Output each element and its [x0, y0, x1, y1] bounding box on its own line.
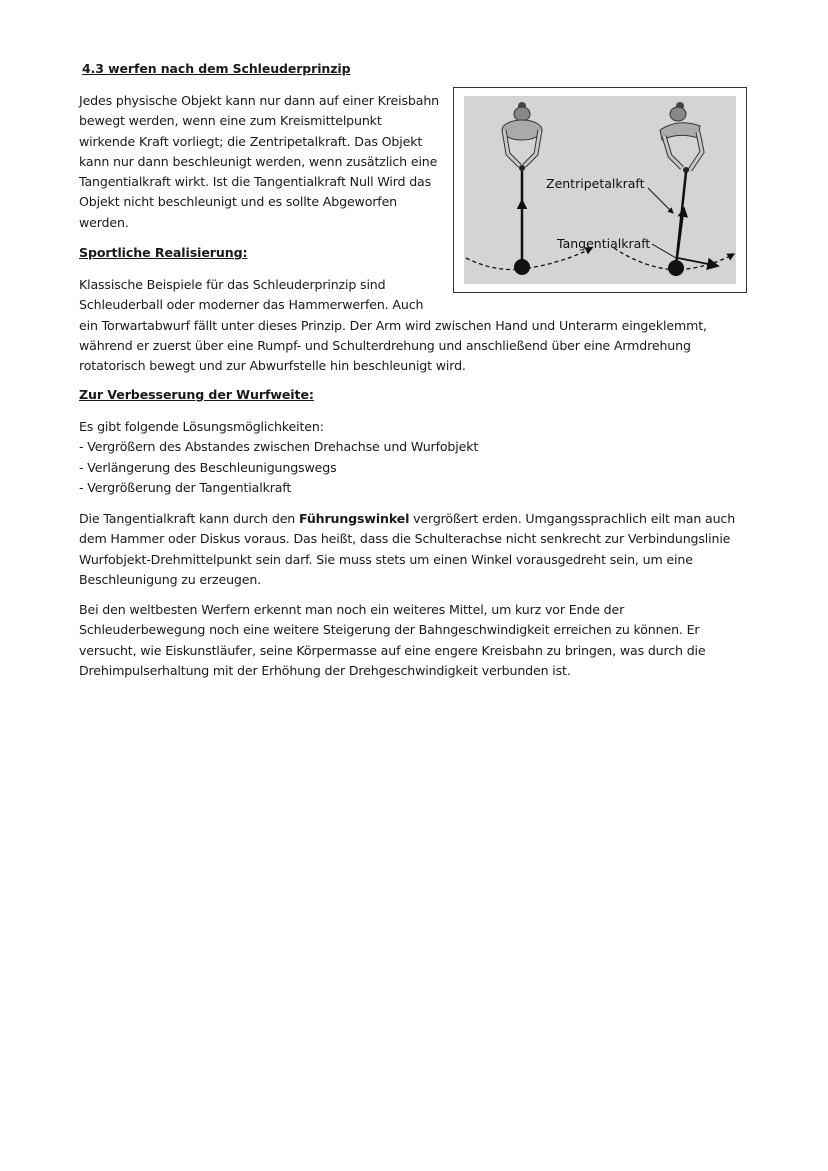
intro-line: bewegt werden, wenn eine zum Kreismittelpunkt — [79, 113, 382, 129]
leading-angle-text: vergrößert erden. Umgangssprachlich eilt man auch — [409, 511, 736, 526]
realisation-line: ein Torwartabwurf fällt unter dieses Prinzip. Der Arm wird zwischen Hand und Unterarm eingeklemmt, — [79, 317, 707, 333]
intro-line: Jedes physische Objekt kann nur dann auf einer Kreisbahn — [79, 93, 439, 108]
list-item: - Vergrößerung der Tangentialkraft — [79, 479, 292, 495]
intro-line: werden. — [79, 214, 129, 230]
list-item: - Verlängerung des Beschleunigungswegs — [79, 459, 337, 475]
improvement-heading: Zur Verbesserung der Wurfweite: — [79, 387, 314, 402]
leading-angle-line: Beschleunigung zu erzeugen. — [79, 571, 262, 587]
best-throwers-line: Schleuderbewegung noch eine weitere Steigerung der Bahngeschwindigkeit erreichen zu können. Er — [79, 622, 700, 638]
hammer-throw-figure — [453, 87, 747, 293]
realisation-line: während er zuerst über eine Rumpf- und Schulterdrehung und anschließend über eine Armdrehung — [79, 337, 691, 353]
intro-line: Objekt nicht beschleunigt und es sollte Abgeworfen — [79, 194, 397, 210]
improvement-intro: Es gibt folgende Lösungsmöglichkeiten: — [79, 419, 324, 434]
leading-angle-text: Die Tangentialkraft kann durch den — [79, 511, 299, 526]
leading-angle-line: dem Hammer oder Diskus voraus. Das heißt, dass die Schulterachse nicht senkrecht zur Verbindungslinie — [79, 531, 731, 547]
leading-angle-term: Führungswinkel — [299, 511, 410, 526]
list-item: - Vergrößern des Abstandes zwischen Drehachse und Wurfobjekt — [79, 439, 479, 455]
hammer-ball-left — [514, 259, 530, 275]
improvement-list — [79, 417, 478, 498]
realisation-line: rotatorisch bewegt und zur Abwurfstelle hin beschleunigt wird. — [79, 358, 466, 374]
intro-line: kann nur dann beschleunigt werden, wenn zusätzlich eine — [79, 153, 438, 169]
realisation-paragraph — [79, 275, 707, 376]
intro-line: wirkende Kraft vorliegt; die Zentripetalkraft. Das Objekt — [79, 133, 423, 149]
hammer-ball-right — [668, 260, 684, 276]
leading-angle-line: Wurfobjekt-Drehmittelpunkt sein darf. Sie muss stets um einen Winkel vorausgedreht sein, um eine — [79, 551, 693, 567]
best-throwers-paragraph — [79, 600, 706, 681]
intro-paragraph — [79, 91, 439, 233]
realisation-line: Klassische Beispiele für das Schleuderprinzip sind — [79, 277, 386, 292]
leading-angle-line — [79, 509, 735, 529]
intro-line: Tangentialkraft wirkt. Ist die Tangentialkraft Null Wird das — [79, 174, 432, 190]
realisation-line: Schleuderball oder moderner das Hammerwerfen. Auch — [79, 297, 424, 313]
best-throwers-line: versucht, wie Eiskunstläufer, seine Körpermasse auf eine engere Kreisbahn zu bringen, was durch die — [79, 642, 706, 658]
leading-angle-paragraph — [79, 509, 735, 590]
realisation-heading: Sportliche Realisierung: — [79, 245, 248, 260]
section-title: 4.3 werfen nach dem Schleuderprinzip — [82, 61, 351, 76]
best-throwers-line: Bei den weltbesten Werfern erkennt man noch ein weiteres Mittel, um kurz vor Ende der — [79, 602, 625, 617]
label-centripetal: Zentripetalkraft — [546, 176, 645, 191]
force-diagram — [464, 96, 736, 284]
label-tangential: Tangentialkraft — [557, 236, 651, 251]
best-throwers-line: Drehimpulserhaltung mit der Erhöhung der Drehgeschwindigkeit verbunden ist. — [79, 662, 571, 678]
